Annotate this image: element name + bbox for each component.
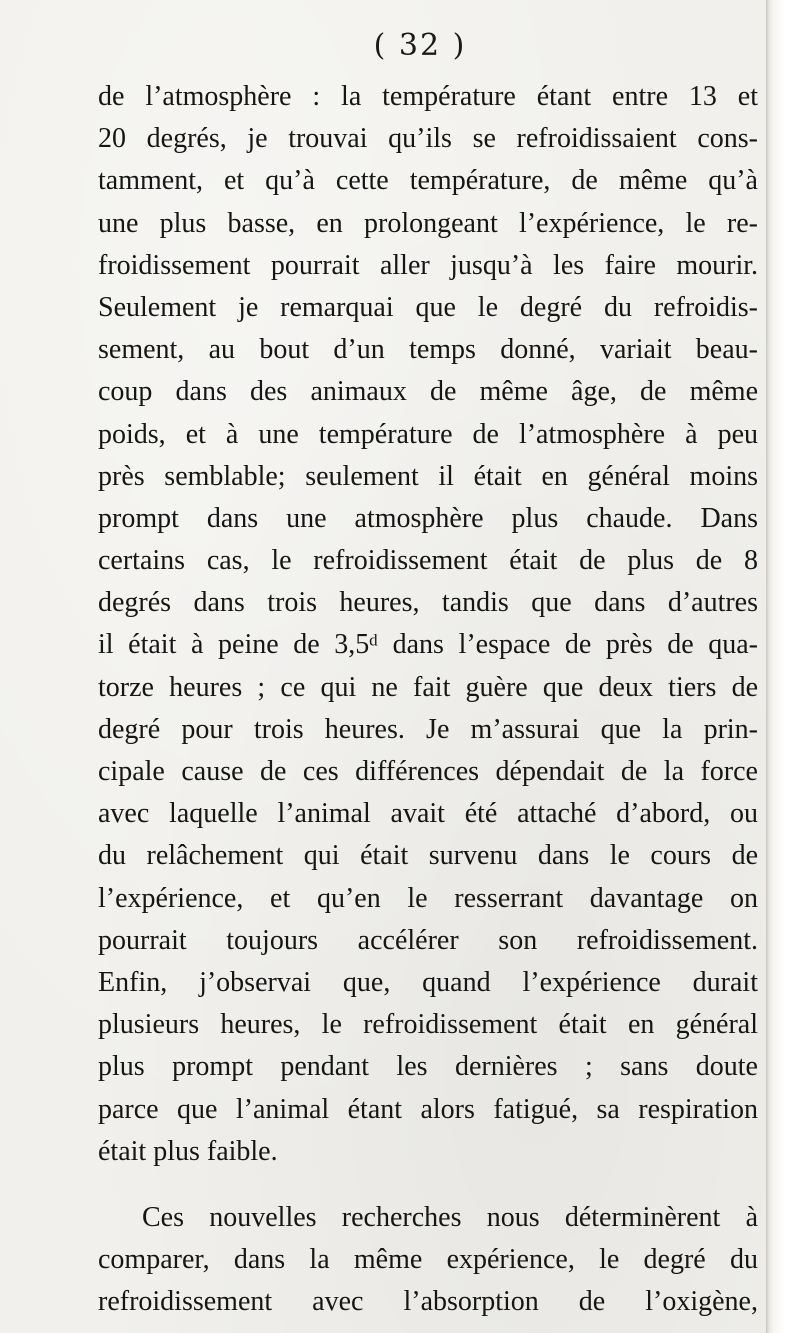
text-line: était plus faible. <box>98 1135 278 1167</box>
paragraph-1 <box>98 76 758 1173</box>
text-line: poids, et à une température de l’atmosphère à peu <box>98 418 758 450</box>
text-line: du relâchement qui était survenu dans le cours de <box>98 840 758 872</box>
text-line: plus prompt pendant les dernières ; sans doute <box>98 1051 758 1083</box>
text-line: de l’atmosphère : la température étant entre 13 et <box>98 81 758 112</box>
text-line: refroidissement avec l’absorption de l’oxigène, <box>98 1286 758 1318</box>
text-line: une plus basse, en prolongeant l’expérience, le re- <box>98 207 758 239</box>
text-line: sement, au bout d’un temps donné, variait beau- <box>98 334 758 366</box>
text-line: coup dans des animaux de même âge, de même <box>98 376 758 408</box>
text-line: certains cas, le refroidissement était de plus de 8 <box>98 545 758 577</box>
text-line: prompt dans une atmosphère plus chaude. Dans <box>98 502 758 534</box>
paragraph-gap <box>98 1173 758 1197</box>
text-line: parce que l’animal étant alors fatigué, sa respiration <box>98 1093 758 1125</box>
text-line: degrés dans trois heures, tandis que dans d’autres <box>98 587 758 619</box>
text-line: Enfin, j’observai que, quand l’expérience durait <box>98 966 758 998</box>
text-line: 20 degrés, je trouvai qu’ils se refroidissaient cons- <box>98 123 758 155</box>
page-edge <box>766 0 800 1333</box>
text-line: Ces nouvelles recherches nous déterminèrent à <box>142 1201 758 1233</box>
text-line: comparer, dans la même expérience, le degré du <box>98 1244 758 1276</box>
text-line: près semblable; seulement il était en général moins <box>98 460 758 492</box>
text-line: degré pour trois heures. Je m’assurai que la prin- <box>98 713 758 745</box>
text-line: avec laquelle l’animal avait été attaché d’abord, ou <box>98 798 758 830</box>
text-line: Seulement je remarquai que le degré du refroidis- <box>98 291 758 323</box>
page-number: ( 32 ) <box>373 28 467 63</box>
text-line: plusieurs heures, le refroidissement était en général <box>98 1009 758 1041</box>
text-line: torze heures ; ce qui ne fait guère que deux tiers de <box>98 671 758 703</box>
text-line: tamment, et qu’à cette température, de même qu’à <box>98 165 758 197</box>
text-line: l’expérience, et qu’en le resserrant davantage on <box>98 882 758 914</box>
body-text <box>98 76 758 1323</box>
text-line: froidissement pourrait aller jusqu’à les faire mourir. <box>98 249 758 281</box>
paragraph-2 <box>98 1197 758 1324</box>
text-line: il était à peine de 3,5ᵈ dans l’espace de près de qua- <box>98 629 758 661</box>
text-line: pourrait toujours accélérer son refroidissement. <box>98 924 758 956</box>
text-line: cipale cause de ces différences dépendait de la force <box>98 756 758 787</box>
